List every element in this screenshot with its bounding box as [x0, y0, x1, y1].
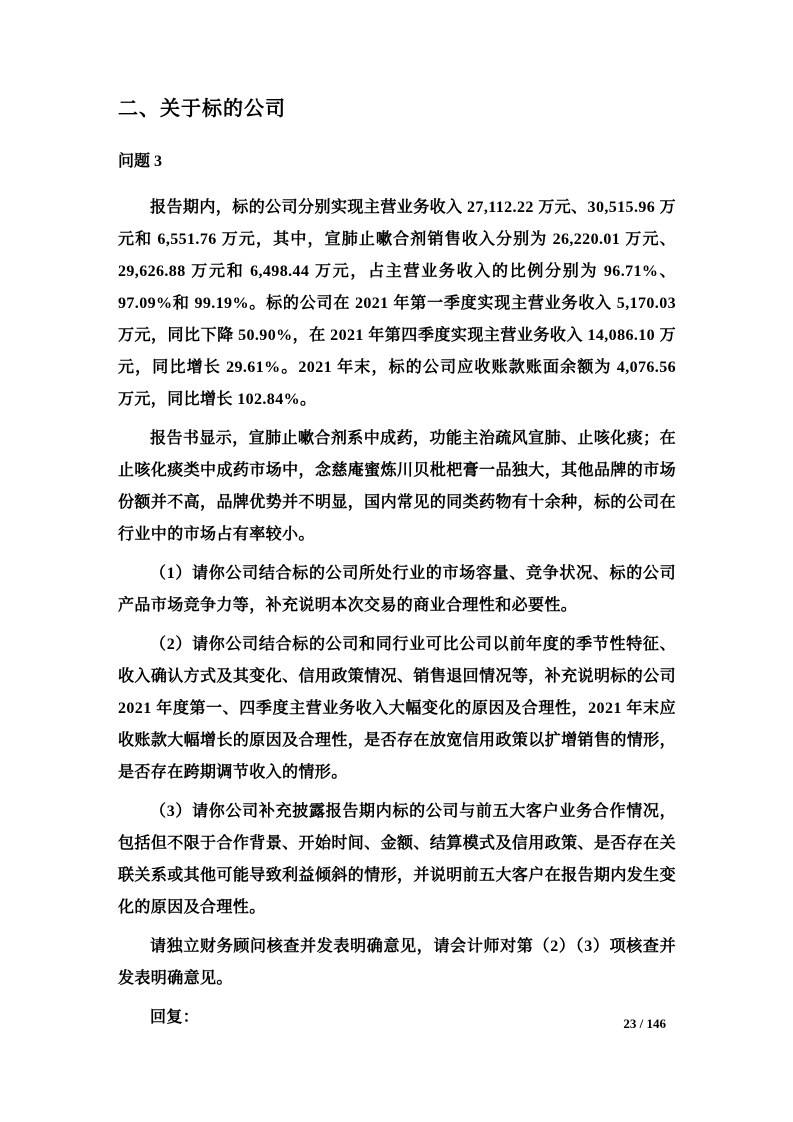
paragraph-verification-request: 请独立财务顾问核查并发表明确意见，请会计师对第（2）（3）项核查并发表明确意见。 — [118, 938, 676, 987]
document-page — [118, 96, 676, 1034]
reply-label: 回复： — [150, 1009, 200, 1026]
paragraph-question-1: （1）请你公司结合标的公司所处行业的市场容量、竞争状况、标的公司产品市场竞争力等，补充说明本次交易的商业合理性和必要性。 — [118, 565, 676, 614]
paragraph-market-overview: 报告书显示，宣肺止嗽合剂系中成药，功能主治疏风宣肺、止咳化痰；在止咳化痰类中成药市场中，念慈庵蜜炼川贝枇杷膏一品独大，其他品牌的市场份额并不高，品牌优势并不明显，国内常见的同类药物有十余种，标的公司在行业中的市场占有率较小。 — [118, 430, 676, 543]
paragraph-question-3: （3）请你公司补充披露报告期内标的公司与前五大客户业务合作情况，包括但不限于合作背景、开始时间、金额、结算模式及信用政策、是否存在关联关系或其他可能导致利益倾斜的情形，并说明前五大客户在报告期内发生变化的原因及合理性。 — [118, 803, 676, 916]
question-label: 问题 3 — [118, 153, 163, 170]
paragraph-question-2: （2）请你公司结合标的公司和同行业可比公司以前年度的季节性特征、收入确认方式及其变化、信用政策情况、销售退回情况等，补充说明标的公司 2021 年度第一、四季度主营业务收入大幅变化的原因及合理性，2021 年末应收账款大幅增长的原因及合理性，是否存在放宽信用政策以扩增销售的情形，是否存在跨期调节收入的情形。 — [118, 636, 676, 781]
paragraph-revenue-figures: 报告期内，标的公司分别实现主营业务收入 27,112.22 万元、30,515.96 万元和 6,551.76 万元，其中，宣肺止嗽合剂销售收入分别为 26,220.01 万元、29,626.88 万元和 6,498.44 万元，占主营业务收入的比例分别为 96.71%、97.09%和 99.19%。标的公司在 2021 年第一季度实现主营业务收入 5,170.03 万元，同比下降 50.90%，在 2021 年第四季度实现主营业务收入 14,086.10 万元，同比增长 29.61%。2021 年末，标的公司应收账款账面余额为 4,076.56 万元，同比增长 102.84%。 — [118, 199, 676, 408]
section-title: 二、关于标的公司 — [118, 98, 286, 120]
page-number: 23 / 146 — [623, 1016, 666, 1031]
